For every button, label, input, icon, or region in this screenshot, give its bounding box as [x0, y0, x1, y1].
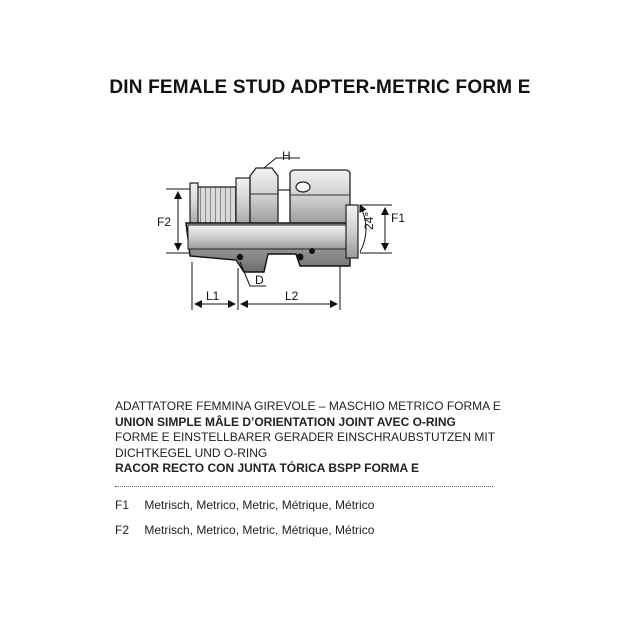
description-line-fr: UNION SIMPLE MÂLE D’ORIENTATION JOINT AVEC O-RING — [115, 414, 456, 429]
hexagon-body — [236, 168, 292, 230]
male-stud-thread — [190, 183, 238, 229]
spec-key: F2 — [115, 523, 130, 537]
label-angle: 24° — [362, 211, 376, 230]
description-block — [115, 399, 501, 477]
spec-row-f2 — [115, 523, 374, 537]
description-line-de-2: DICHTKEGEL UND O-RING — [115, 445, 268, 460]
dotted-divider — [115, 486, 493, 487]
page-title: DIN FEMALE STUD ADPTER-METRIC FORM E — [109, 77, 531, 98]
spec-value: Metrisch, Metrico, Metric, Métrique, Métrico — [144, 498, 375, 512]
label-h: H — [282, 149, 291, 163]
description-line-it: ADATTATORE FEMMINA GIREVOLE – MASCHIO METRICO FORMA E — [115, 399, 501, 413]
label-f2: F2 — [157, 215, 172, 229]
description-line-de-1: FORME E EINSTELLBARER GERADER EINSCHRAUBSTUTZEN MIT — [115, 430, 496, 445]
description-line-es: RACOR RECTO CON JUNTA TÓRICA BSPP FORMA E — [115, 461, 420, 476]
spec-key: F1 — [115, 498, 130, 512]
spec-value: Metrisch, Metrico, Metric, Métrique, Métrico — [144, 523, 375, 537]
label-f1: F1 — [391, 211, 406, 225]
label-l2: L2 — [285, 289, 299, 303]
spec-row-f1 — [115, 498, 374, 512]
label-d: D — [255, 273, 264, 287]
label-l1: L1 — [206, 289, 220, 303]
swivel-nut — [290, 170, 350, 225]
